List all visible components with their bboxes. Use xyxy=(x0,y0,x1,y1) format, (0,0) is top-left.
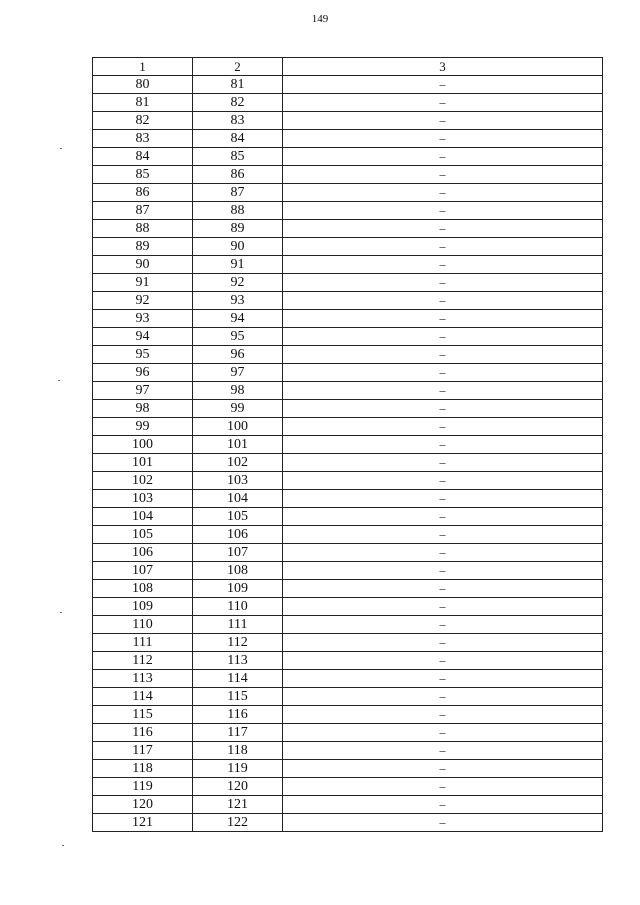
table-row xyxy=(93,292,603,310)
table-cell-col3: – xyxy=(283,616,603,634)
table-cell-col2: 83 xyxy=(193,112,283,130)
table-cell-col3: – xyxy=(283,634,603,652)
table-cell-col3: – xyxy=(283,274,603,292)
table-row xyxy=(93,418,603,436)
table-row xyxy=(93,148,603,166)
table-row xyxy=(93,814,603,832)
table-cell-col3: – xyxy=(283,76,603,94)
table-cell-col1: 83 xyxy=(93,130,193,148)
table-cell-col1: 108 xyxy=(93,580,193,598)
table-cell-col2: 97 xyxy=(193,364,283,382)
table-cell-col2: 95 xyxy=(193,328,283,346)
table-cell-col1: 100 xyxy=(93,436,193,454)
table-cell-col2: 119 xyxy=(193,760,283,778)
table-cell-col1: 103 xyxy=(93,490,193,508)
table-row xyxy=(93,328,603,346)
table-row xyxy=(93,724,603,742)
table-row xyxy=(93,364,603,382)
table-cell-col2: 106 xyxy=(193,526,283,544)
table-cell-col3: – xyxy=(283,292,603,310)
table-cell-col2: 88 xyxy=(193,202,283,220)
table-row xyxy=(93,256,603,274)
table-cell-col2: 115 xyxy=(193,688,283,706)
table-cell-col3: – xyxy=(283,562,603,580)
table-cell-col1: 115 xyxy=(93,706,193,724)
table-row xyxy=(93,454,603,472)
page-number: 149 xyxy=(311,13,329,25)
table-cell-col2: 96 xyxy=(193,346,283,364)
table-cell-col2: 94 xyxy=(193,310,283,328)
table-cell-col3: – xyxy=(283,256,603,274)
table-row xyxy=(93,238,603,256)
table-cell-col2: 84 xyxy=(193,130,283,148)
table-cell-col3: – xyxy=(283,454,603,472)
table-cell-col3: – xyxy=(283,598,603,616)
table-cell-col2: 116 xyxy=(193,706,283,724)
table-cell-col3: – xyxy=(283,112,603,130)
table-cell-col1: 113 xyxy=(93,670,193,688)
table-row xyxy=(93,400,603,418)
table-cell-col3: – xyxy=(283,364,603,382)
table-cell-col3: – xyxy=(283,220,603,238)
table-cell-col2: 114 xyxy=(193,670,283,688)
table-cell-col2: 103 xyxy=(193,472,283,490)
table-row xyxy=(93,382,603,400)
table-row xyxy=(93,472,603,490)
table-cell-col1: 114 xyxy=(93,688,193,706)
table-cell-col3: – xyxy=(283,148,603,166)
table-cell-col2: 108 xyxy=(193,562,283,580)
table-cell-col3: – xyxy=(283,94,603,112)
table-cell-col1: 104 xyxy=(93,508,193,526)
table-cell-col3: – xyxy=(283,202,603,220)
table-cell-col2: 120 xyxy=(193,778,283,796)
table-cell-col1: 120 xyxy=(93,796,193,814)
table-row xyxy=(93,274,603,292)
table-row xyxy=(93,526,603,544)
table-row xyxy=(93,112,603,130)
table-cell-col1: 109 xyxy=(93,598,193,616)
table-cell-col3: – xyxy=(283,418,603,436)
table-cell-col1: 102 xyxy=(93,472,193,490)
table-row xyxy=(93,760,603,778)
table-cell-col3: – xyxy=(283,760,603,778)
scan-speck xyxy=(62,845,64,846)
table-cell-col2: 81 xyxy=(193,76,283,94)
table-cell-col1: 95 xyxy=(93,346,193,364)
table-row xyxy=(93,202,603,220)
table-cell-col1: 93 xyxy=(93,310,193,328)
table-cell-col2: 93 xyxy=(193,292,283,310)
table-cell-col2: 89 xyxy=(193,220,283,238)
table-cell-col2: 82 xyxy=(193,94,283,112)
table-cell-col2: 91 xyxy=(193,256,283,274)
table-row xyxy=(93,310,603,328)
table-cell-col1: 107 xyxy=(93,562,193,580)
table-cell-col1: 96 xyxy=(93,364,193,382)
table-cell-col3: – xyxy=(283,526,603,544)
table-row xyxy=(93,580,603,598)
table-cell-col3: – xyxy=(283,652,603,670)
table-cell-col3: – xyxy=(283,346,603,364)
table-row xyxy=(93,184,603,202)
table-cell-col2: 92 xyxy=(193,274,283,292)
table-cell-col1: 105 xyxy=(93,526,193,544)
table-row xyxy=(93,706,603,724)
table-cell-col2: 105 xyxy=(193,508,283,526)
table-row xyxy=(93,796,603,814)
table-cell-col2: 98 xyxy=(193,382,283,400)
table-row xyxy=(93,94,603,112)
table-row xyxy=(93,346,603,364)
table-cell-col2: 85 xyxy=(193,148,283,166)
column-header-2: 2 xyxy=(193,58,283,76)
table-cell-col1: 82 xyxy=(93,112,193,130)
table-cell-col3: – xyxy=(283,796,603,814)
table-cell-col1: 90 xyxy=(93,256,193,274)
table-cell-col1: 94 xyxy=(93,328,193,346)
table-cell-col3: – xyxy=(283,508,603,526)
table-cell-col1: 88 xyxy=(93,220,193,238)
table-cell-col1: 119 xyxy=(93,778,193,796)
scan-speck xyxy=(60,612,62,613)
table-cell-col1: 116 xyxy=(93,724,193,742)
scan-speck xyxy=(60,148,62,149)
table-cell-col1: 121 xyxy=(93,814,193,832)
table-header-row xyxy=(93,58,603,76)
table-cell-col3: – xyxy=(283,130,603,148)
table-cell-col3: – xyxy=(283,328,603,346)
table-row xyxy=(93,670,603,688)
table-cell-col2: 118 xyxy=(193,742,283,760)
table-cell-col2: 102 xyxy=(193,454,283,472)
column-header-3: 3 xyxy=(283,58,603,76)
table-row xyxy=(93,436,603,454)
table-cell-col3: – xyxy=(283,778,603,796)
table-cell-col2: 100 xyxy=(193,418,283,436)
table-cell-col1: 106 xyxy=(93,544,193,562)
table-row xyxy=(93,634,603,652)
table-cell-col3: – xyxy=(283,436,603,454)
table-cell-col2: 99 xyxy=(193,400,283,418)
table-cell-col3: – xyxy=(283,382,603,400)
table-cell-col1: 98 xyxy=(93,400,193,418)
table-cell-col2: 107 xyxy=(193,544,283,562)
table-cell-col2: 110 xyxy=(193,598,283,616)
table-cell-col3: – xyxy=(283,742,603,760)
table-row xyxy=(93,562,603,580)
table-cell-col2: 101 xyxy=(193,436,283,454)
table-row xyxy=(93,778,603,796)
scan-speck xyxy=(58,380,60,381)
table-cell-col2: 112 xyxy=(193,634,283,652)
table-cell-col1: 84 xyxy=(93,148,193,166)
table-cell-col2: 111 xyxy=(193,616,283,634)
table-cell-col2: 109 xyxy=(193,580,283,598)
table-row xyxy=(93,76,603,94)
table-cell-col1: 97 xyxy=(93,382,193,400)
table-cell-col2: 104 xyxy=(193,490,283,508)
table-cell-col2: 113 xyxy=(193,652,283,670)
table-cell-col1: 89 xyxy=(93,238,193,256)
table-cell-col3: – xyxy=(283,184,603,202)
table-cell-col3: – xyxy=(283,706,603,724)
table-cell-col3: – xyxy=(283,580,603,598)
table-cell-col2: 86 xyxy=(193,166,283,184)
table-cell-col3: – xyxy=(283,814,603,832)
table-cell-col3: – xyxy=(283,544,603,562)
table-cell-col2: 117 xyxy=(193,724,283,742)
table-cell-col3: – xyxy=(283,670,603,688)
table-cell-col2: 90 xyxy=(193,238,283,256)
table-cell-col1: 87 xyxy=(93,202,193,220)
table-row xyxy=(93,220,603,238)
table-cell-col1: 86 xyxy=(93,184,193,202)
table-row xyxy=(93,508,603,526)
table-cell-col1: 80 xyxy=(93,76,193,94)
table-row xyxy=(93,598,603,616)
table-cell-col1: 91 xyxy=(93,274,193,292)
table-cell-col3: – xyxy=(283,688,603,706)
table-cell-col3: – xyxy=(283,238,603,256)
table-row xyxy=(93,544,603,562)
table-cell-col1: 99 xyxy=(93,418,193,436)
table-cell-col2: 87 xyxy=(193,184,283,202)
table-cell-col1: 111 xyxy=(93,634,193,652)
table-body xyxy=(93,76,603,832)
column-header-1: 1 xyxy=(93,58,193,76)
table-cell-col1: 81 xyxy=(93,94,193,112)
table-cell-col3: – xyxy=(283,490,603,508)
table-cell-col3: – xyxy=(283,166,603,184)
table-cell-col1: 85 xyxy=(93,166,193,184)
table-cell-col1: 118 xyxy=(93,760,193,778)
table-row xyxy=(93,166,603,184)
table-cell-col1: 117 xyxy=(93,742,193,760)
table-cell-col1: 110 xyxy=(93,616,193,634)
table-cell-col1: 112 xyxy=(93,652,193,670)
table-cell-col1: 101 xyxy=(93,454,193,472)
table-cell-col2: 122 xyxy=(193,814,283,832)
table-row xyxy=(93,652,603,670)
data-table-container xyxy=(92,57,602,832)
table-cell-col3: – xyxy=(283,724,603,742)
table-cell-col3: – xyxy=(283,310,603,328)
table-cell-col3: – xyxy=(283,472,603,490)
table-row xyxy=(93,490,603,508)
data-table xyxy=(92,57,603,832)
table-cell-col1: 92 xyxy=(93,292,193,310)
table-row xyxy=(93,742,603,760)
table-row xyxy=(93,688,603,706)
table-row xyxy=(93,616,603,634)
table-row xyxy=(93,130,603,148)
table-cell-col3: – xyxy=(283,400,603,418)
table-cell-col2: 121 xyxy=(193,796,283,814)
